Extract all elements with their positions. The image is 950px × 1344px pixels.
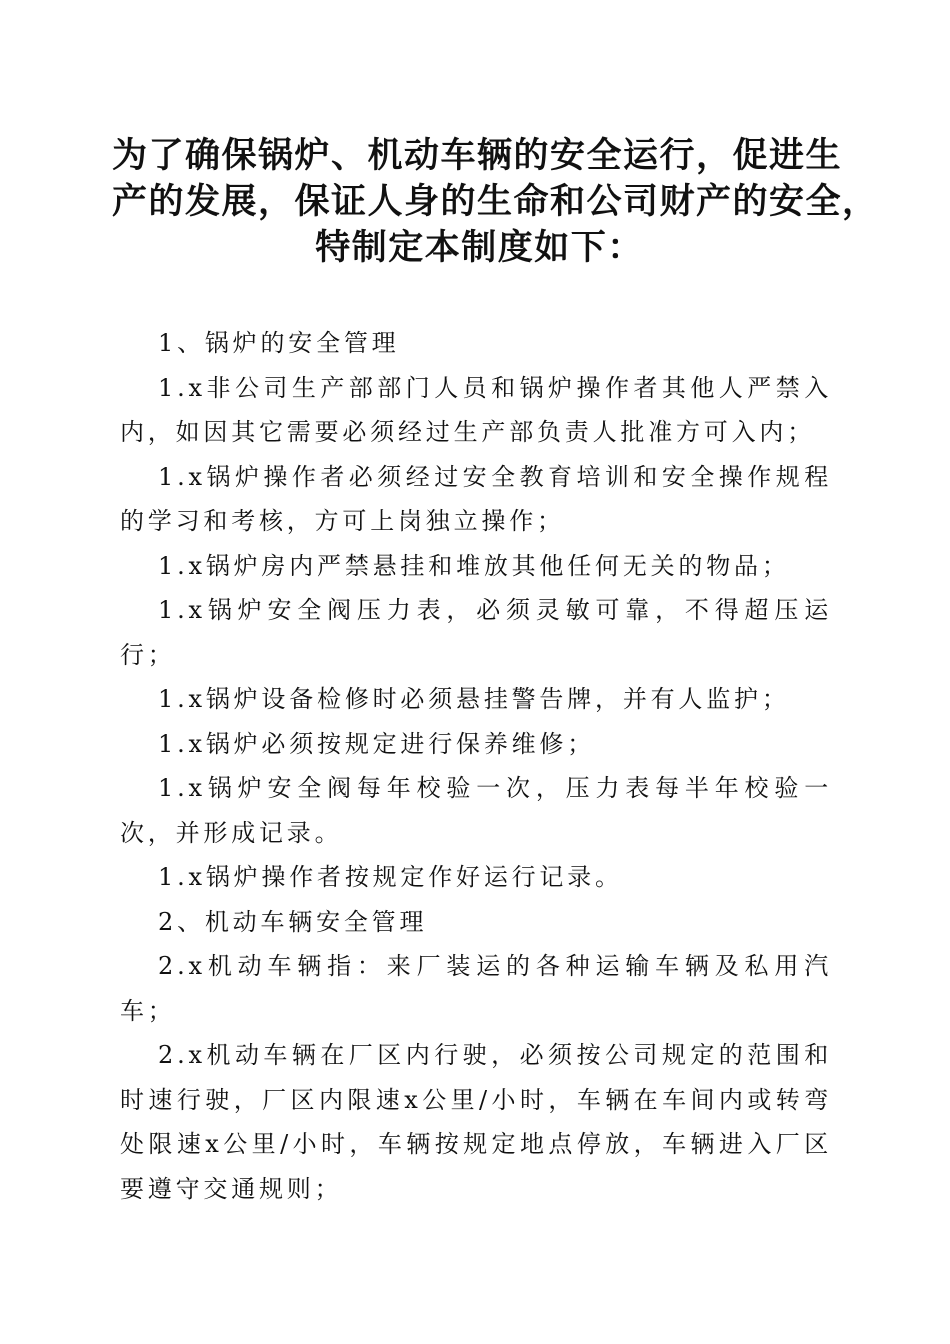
rule-paragraph: 1.x锅炉操作者必须经过安全教育培训和安全操作规程的学习和考核，方可上岗独立操作； [120, 462, 832, 535]
document-body [120, 321, 832, 1211]
document-title [112, 133, 879, 271]
rule-paragraph: 1.x锅炉操作者按规定作好运行记录。 [158, 863, 623, 891]
rule-paragraph: 1.x锅炉安全阀压力表，必须灵敏可靠，不得超压运行； [120, 596, 832, 669]
rule-paragraph: 1.x锅炉安全阀每年校验一次，压力表每半年校验一次，并形成记录。 [120, 774, 832, 847]
rule-paragraph: 2.x机动车辆在厂区内行驶，必须按公司规定的范围和时速行驶，厂区内限速x公里/小时，车辆在车间内或转弯处限速x公里/小时，车辆按规定地点停放，车辆进入厂区要遵守交通规则； [120, 1041, 832, 1203]
title-line: 产的发展，保证人身的生命和公司财产的安全， [112, 181, 879, 222]
rule-paragraph: 1.x锅炉设备检修时必须悬挂警告牌，并有人监护； [158, 685, 790, 713]
title-line: 特制定本制度如下： [315, 227, 644, 268]
rule-paragraph: 1.x锅炉房内严禁悬挂和堆放其他任何无关的物品； [158, 551, 790, 580]
title-line: 为了确保锅炉、机动车辆的安全运行，促进生 [112, 135, 843, 176]
rule-paragraph: 2.x机动车辆指：来厂装运的各种运输车辆及私用汽车； [120, 952, 832, 1025]
section-heading-vehicles: 2、机动车辆安全管理 [158, 907, 428, 936]
rule-paragraph: 1.x锅炉必须按规定进行保养维修； [158, 729, 596, 758]
rule-paragraph: 1.x非公司生产部部门人员和锅炉操作者其他人严禁入内，如因其它需要必须经过生产部负责人批准方可入内； [120, 373, 832, 446]
section-heading-boiler: 1、锅炉的安全管理 [158, 329, 400, 357]
